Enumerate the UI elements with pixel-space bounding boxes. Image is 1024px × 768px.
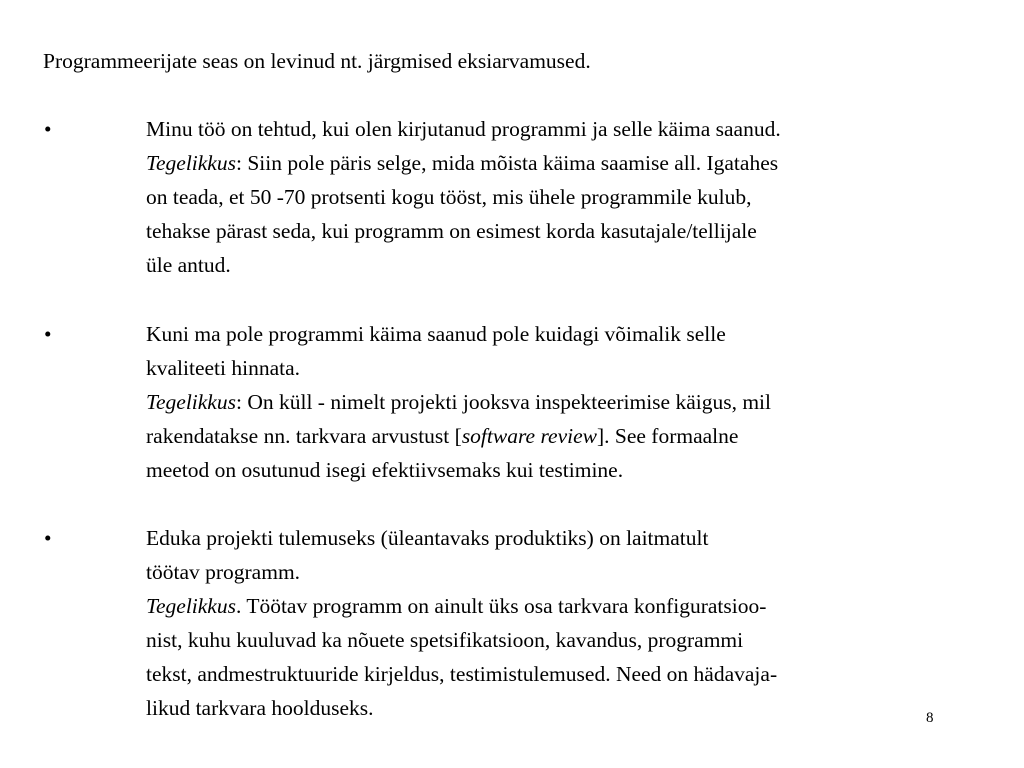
text-line [146, 419, 1006, 453]
text-line [146, 657, 1006, 691]
text-line [146, 351, 1006, 385]
text-line [146, 385, 1006, 419]
text-run: Minu töö on tehtud, kui olen kirjutanud programmi ja selle käima saanud. [146, 117, 781, 141]
text-run: nist, kuhu kuuluvad ka nõuete spetsifikatsioon, kavandus, programmi [146, 628, 744, 652]
text-run: meetod on osutunud isegi efektiivsemaks kui testimine. [146, 458, 624, 482]
text-run: üle antud. [146, 253, 231, 277]
text-run: ]. See formaalne [596, 424, 739, 448]
list-item-body [146, 317, 1006, 487]
text-line [146, 112, 1006, 146]
text-run: tekst, andmestruktuuride kirjeldus, testimistulemused. Need on hädavaja- [146, 662, 778, 686]
text-run: : On küll - nimelt projekti jooksva inspekteerimise käigus, mil [235, 390, 772, 414]
italic-text: software review [461, 424, 597, 448]
text-line [146, 248, 1006, 282]
text-line [146, 589, 1006, 623]
text-run: Eduka projekti tulemuseks (üleantavaks produktiks) on laitmatult [146, 526, 709, 550]
text-run: : Siin pole päris selge, mida mõista käima saamise all. Igatahes [235, 151, 779, 175]
text-line [146, 146, 1006, 180]
text-line [146, 214, 1006, 248]
text-line [146, 453, 1006, 487]
text-line [146, 521, 1006, 555]
italic-text: Tegelikkus [146, 390, 236, 414]
list-item-body [146, 112, 1006, 282]
text-line [146, 180, 1006, 214]
text-line [146, 691, 1006, 725]
page-number: 8 [926, 710, 934, 726]
text-run: likud tarkvara hoolduseks. [146, 696, 374, 720]
text-run: . Töötav programm on ainult üks osa tarkvara konfiguratsioo- [235, 594, 767, 618]
italic-text: Tegelikkus [146, 151, 236, 175]
text-run: Kuni ma pole programmi käima saanud pole kuidagi võimalik selle [146, 322, 726, 346]
bullet-icon: • [44, 117, 52, 141]
text-line [146, 555, 1006, 589]
text-run: töötav programm. [146, 560, 301, 584]
intro-text: Programmeerijate seas on levinud nt. järgmised eksiarvamused. [43, 49, 591, 73]
italic-text: Tegelikkus [146, 594, 236, 618]
text-run: tehakse pärast seda, kui programm on esimest korda kasutajale/tellijale [146, 219, 757, 243]
text-line [146, 317, 1006, 351]
text-run: on teada, et 50 -70 protsenti kogu tööst, mis ühele programmile kulub, [146, 185, 752, 209]
text-line [146, 623, 1006, 657]
text-run: kvaliteeti hinnata. [146, 356, 301, 380]
bullet-icon: • [44, 322, 52, 346]
list-item-body [146, 521, 1006, 725]
bullet-icon: • [44, 526, 52, 550]
text-run: rakendatakse nn. tarkvara arvustust [ [146, 424, 462, 448]
